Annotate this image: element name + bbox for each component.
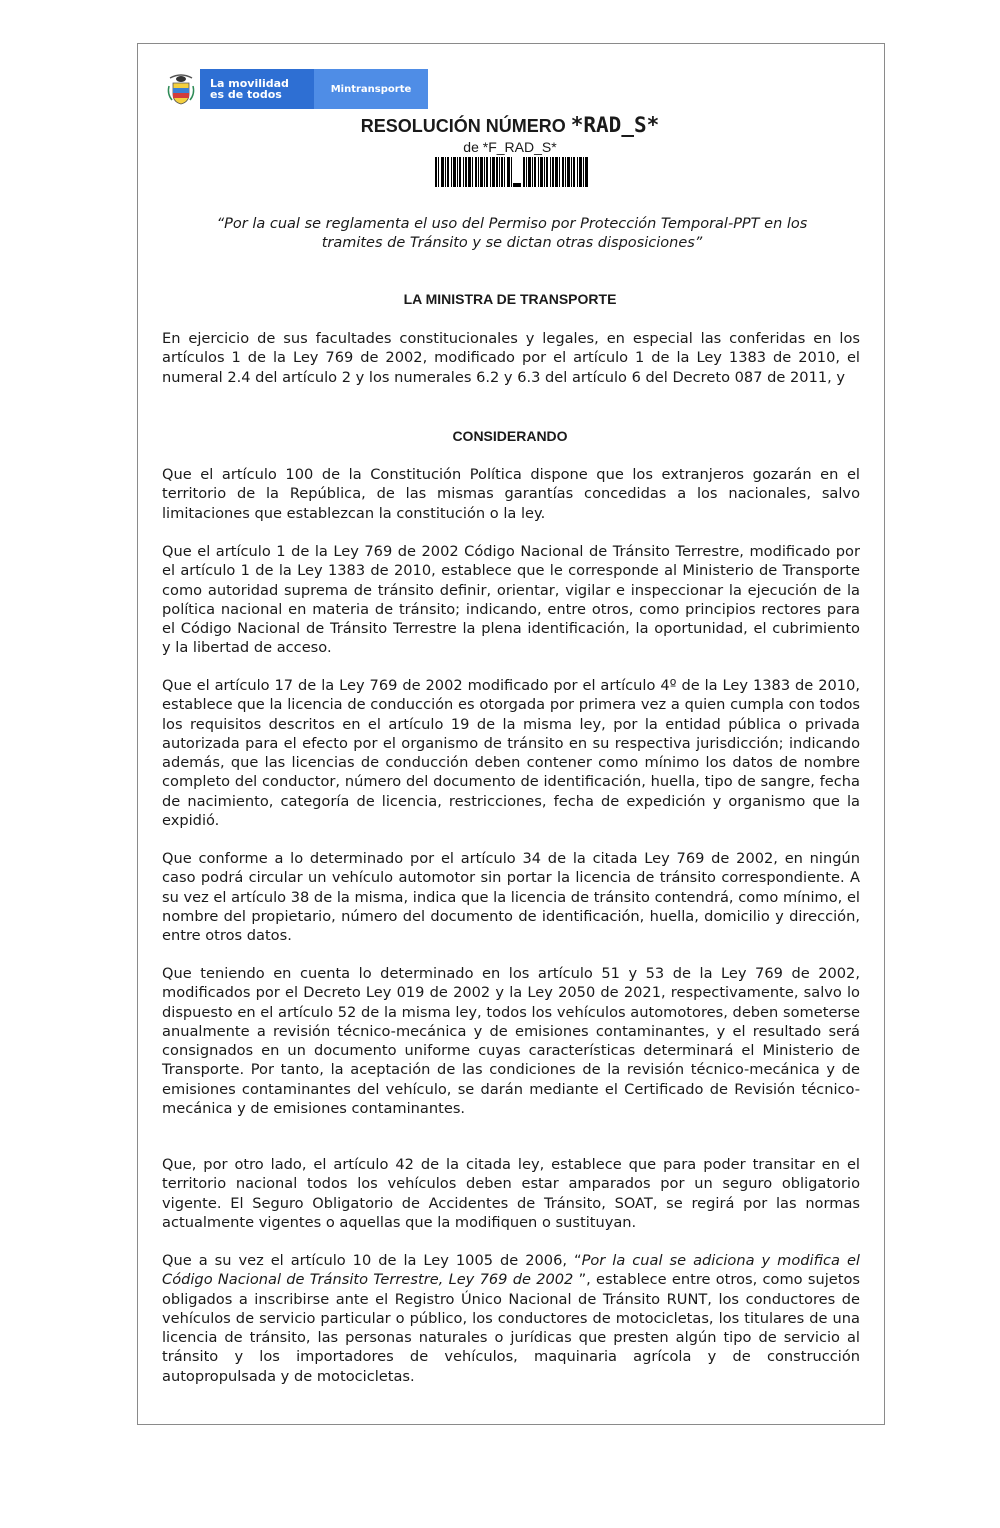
logo-slogan-line2: es de todos	[210, 88, 282, 101]
paragraph-7-end: ”, establece entre otros, como sujetos obligados a inscribirse ante el Registro Único Nacional de Tránsito RUNT, los conductores de vehículos de servicio particular o público, los conductores de motocicletas, los titulares de una licencia de tránsito, las personas naturales o jurídicas que presten algún tipo de servicio al tránsito y los importadores de vehículos, maquinaria agrícola y de construcción autopropulsada y de motocicletas.	[162, 1271, 860, 1385]
considering-paragraph-2: Que el artículo 1 de la Ley 769 de 2002 Código Nacional de Tránsito Terrestre, modificado por el artículo 1 de la Ley 1383 de 2010, establece que le corresponde al Ministerio de Transporte como autoridad suprema de tránsito definir, orientar, vigilar e inspeccionar la ejecución de la política nacional en materia de tránsito; indicando, entre otros, como principios rectores para el Código Nacional de Tránsito Terrestre la plena identificación, la oportunidad, el cubrimiento y la libertad de acceso.	[162, 543, 860, 657]
epigraph-line2: tramites de Tránsito y se dictan otras disposiciones”	[321, 235, 703, 252]
resolution-number: *RAD_S*	[570, 113, 660, 137]
considering-paragraph-4: Que conforme a lo determinado por el artículo 34 de la citada Ley 769 de 2002, en ningún caso podrá circular un vehículo automotor sin portar la licencia de tránsito correspondiente. A su vez el artículo 38 de la misma, indica que la licencia de tránsito contendrá, como mínimo, el nombre del propietario, número del documento de identificación, huella, domicilio y dirección, entre otros datos.	[162, 850, 860, 945]
resolution-label: RESOLUCIÓN NÚMERO	[360, 116, 566, 136]
logo-ministry-name: Mintransporte	[314, 69, 428, 109]
logo-left-panel	[162, 69, 314, 109]
paragraph-7-start: Que a su vez el artículo 10 de la Ley 1005 de 2006, “	[162, 1252, 582, 1269]
epigraph-line1: “Por la cual se reglamenta el uso del Permiso por Protección Temporal-PPT en los	[216, 216, 808, 232]
issuing-authority: LA MINISTRA DE TRANSPORTE	[403, 291, 617, 307]
law-title-citation: Por la cual se adiciona y modifica el Código Nacional de Tránsito Terrestre, Ley 769 de 2002	[162, 1252, 860, 1289]
considering-paragraph-7	[162, 1251, 860, 1386]
considering-paragraph-3: Que el artículo 17 de la Ley 769 de 2002 modificado por el artículo 4º de la Ley 1383 de 2010, establece que la licencia de conducción es otorgada por primera vez a quien cumpla con todos los requisitos descritos en el artículo 19 de la misma ley, por la entidad pública o privada autorizada para el efecto por el organismo de tránsito en su respectiva jurisdicción; indicando además, que las licencias de conducción deben contener como mínimo los datos de nombre completo del conductor, número del documento de identificación, huella, tipo de sangre, fecha de nacimiento, categoría de licencia, restricciones, fecha de expedición y organismo que la expidió.	[162, 677, 860, 830]
coat-of-arms-icon	[162, 69, 200, 109]
barcode-icon	[435, 157, 588, 187]
logo-slogan	[200, 78, 289, 100]
resolution-title	[160, 113, 860, 138]
logo-slogan-line1: La movilidad	[210, 77, 289, 90]
considering-paragraph-1: Que el artículo 100 de la Constitución Política dispone que los extranjeros gozarán en el territorio de la República, de las mismas garantías concedidas a los nacionales, salvo limitaciones que establezcan la constitución o la ley.	[162, 466, 860, 522]
considering-heading: CONSIDERANDO	[452, 428, 568, 444]
preamble-paragraph: En ejercicio de sus facultades constitucionales y legales, en especial las conferidas en los artículos 1 de la Ley 769 de 2002, modificado por el artículo 1 de la Ley 1383 de 2010, el numeral 2.4 del artículo 2 y los numerales 6.2 y 6.3 del artículo 6 del Decreto 087 de 2011, y	[162, 330, 860, 386]
resolution-epigraph	[162, 215, 862, 254]
resolution-date: de *F_RAD_S*	[463, 139, 557, 155]
ministry-logo-banner	[162, 69, 428, 109]
considering-paragraph-6: Que, por otro lado, el artículo 42 de la citada ley, establece que para poder transitar en el territorio nacional todos los vehículos deben estar amparados por un seguro obligatorio vigente. El Seguro Obligatorio de Accidentes de Tránsito, SOAT, se regirá por las normas actualmente vigentes o aquellas que la modifiquen o sustituyan.	[162, 1156, 860, 1231]
considering-paragraph-5: Que teniendo en cuenta lo determinado en los artículo 51 y 53 de la Ley 769 de 2002, modificados por el Decreto Ley 019 de 2002 y la Ley 2050 de 2021, respectivamente, salvo lo dispuesto en el artículo 52 de la misma ley, todos los vehículos automotores, deben someterse anualmente a revisión técnico-mecánica y de emisiones contaminantes, y el resultado será consignados en un documento uniforme cuyas características determinará el Ministerio de Transporte. Por tanto, la aceptación de las condiciones de la revisión técnico-mecánica y de emisiones contaminantes del vehículo, se darán mediante el Certificado de Revisión técnico-mecánica y de emisiones contaminantes.	[162, 965, 860, 1118]
